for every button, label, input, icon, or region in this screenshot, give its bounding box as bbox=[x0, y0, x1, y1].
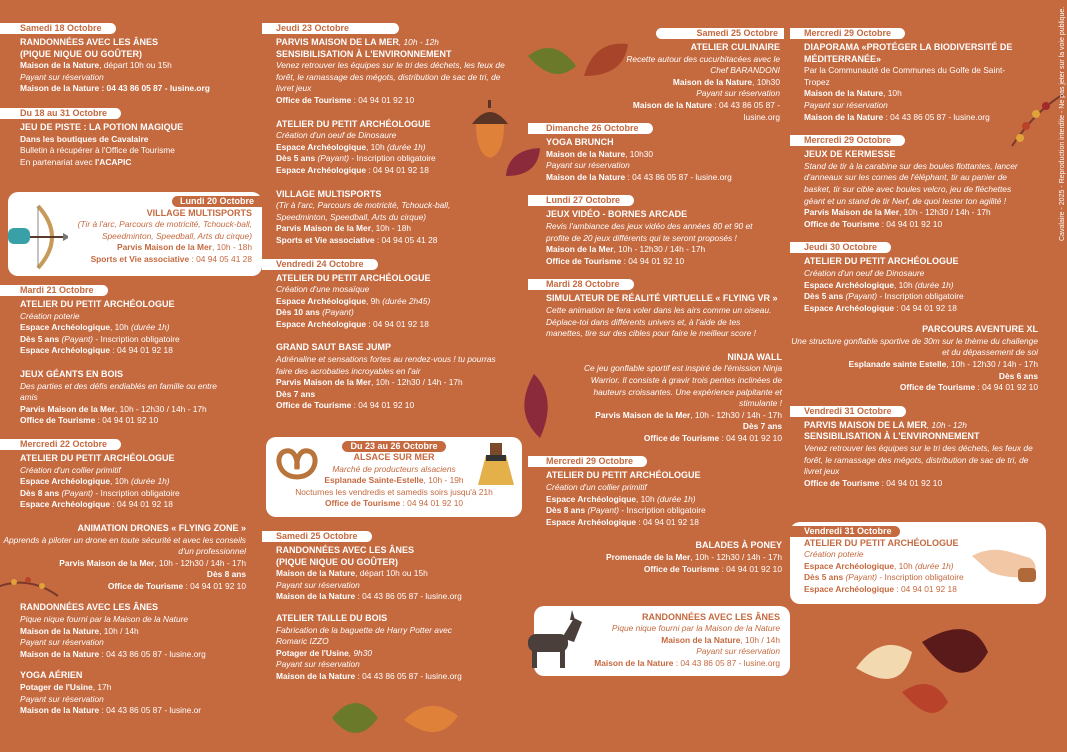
event-drones: ANIMATION DRONES « FLYING ZONE » Apprends à piloter un drone en toute sécurité et avec les conseils d'un professionnel Parvis Maison de la Mer, 10h - 12h30 / 14h - 17h Dès 8 ans Office de Tourisme : 04 94 01 92 10 bbox=[3, 522, 246, 591]
event-jeux-video: JEUX VIDÉO - BORNES ARCADE Revis l'ambiance des jeux vidéo des années 80 et 90 et profite de 20 jeux différents qui te seront proposés ! Maison de la Mer, 10h - 12h30 / 14h - 17h Office de Tourisme : 04 94 01 92 10 bbox=[546, 209, 753, 266]
event-ninja-wall: NINJA WALL Ce jeu gonflable sportif est inspiré de l'émission Ninja Warrior. Il consiste à gravir trois pentes inclinées de hauteurs croissantes. Une expérience palpitante et stimulante ! Parvis Maison de la Mer, 10h - 12h30 / 14h - 17h Dès 7 ans Office de Tourisme : 04 94 01 92 10 bbox=[583, 351, 782, 443]
leaves-top-icon bbox=[524, 36, 634, 106]
date-label: Samedi 18 Octobre bbox=[0, 23, 116, 34]
event-yoga-aerien: YOGA AÉRIEN Potager de l'Usine, 17h Payant sur réservation Maison de la Nature : 04 43 86 05 87 - lusine.or bbox=[20, 670, 202, 716]
event-diaporama: DIAPORAMA «PROTÉGER LA BIODIVERSITÉ DE MÉDITERRANÉE» Par la Communauté de Communes du Golfe de Saint-Tropez Maison de la Nature, 10h Payant sur réservation Maison de la Nature : 04 43 86 05 87 - lusine.org bbox=[804, 42, 1013, 122]
column-2-lower bbox=[262, 526, 522, 690]
date-label: Du 23 au 26 Octobre bbox=[342, 441, 445, 452]
event-archeologue-4: ATELIER DU PETIT ARCHÉOLOGUE Création d'un oeuf de Dinosaure Espace Archéologique, 10h (durée 1h) Dès 5 ans (Payant) - Inscription obligatoire Espace Archéologique : 04 94 01 92 18 bbox=[804, 256, 964, 313]
highlight-box-village-multisports: Lundi 20 Octobre VILLAGE MULTISPORTS (Tir à l'arc, Parcours de motricité, Tchouck-ball, Speedminton, Speedball, Arts du cirque) Parvis Maison de la Mer, 10h - 18h Sports et Vie associative : 04 94 05 41 28 bbox=[8, 192, 262, 276]
leaves-bottom-icon bbox=[852, 612, 992, 732]
date-label: Mardi 21 Octobre bbox=[0, 285, 108, 296]
event-subtitle: (PIQUE NIQUE OU GOÛTER) bbox=[20, 48, 143, 59]
event-archeologue-2: ATELIER DU PETIT ARCHÉOLOGUE Création d'un oeuf de Dinosaure Espace Archéologique, 10h (durée 1h) Dès 5 ans (Payant) - Inscription obligatoire Espace Archéologique : 04 94 01 92 18 bbox=[276, 118, 436, 175]
event-archeologue: ATELIER DU PETIT ARCHÉOLOGUE Création poterie Espace Archéologique, 10h (durée 1h) Dès 5 ans (Payant) - Inscription obligatoire Espace Archéologique : 04 94 01 92 18 bbox=[20, 299, 180, 356]
date-label: Lundi 20 Octobre bbox=[172, 196, 262, 207]
highlight-box-poterie: Vendredi 31 Octobre ATELIER DU PETIT ARCHÉOLOGUE Création poterie Espace Archéologique, 10h (durée 1h) Dès 5 ans (Payant) - Inscription obligatoire Espace Archéologique : 04 94 01 92 18 bbox=[790, 522, 1046, 604]
berries-branch-icon bbox=[0, 566, 60, 606]
event-randonnees-3: RANDONNÉES AVEC LES ÂNES (PIQUE NIQUE OU GOÛTER) Maison de la Nature, départ 10h ou 15h Payant sur réservation Maison de la Nature : 04 43 86 05 87 - lusine.org bbox=[276, 545, 462, 602]
date-label: Lundi 27 Octobre bbox=[528, 195, 634, 206]
event-taille-bois: ATELIER TAILLE DU BOIS Fabrication de la baguette de Harry Potter avec Romaric IZZO Potager de l'Usine, 9h30 Payant sur réservation Maison de la Nature : 04 43 86 05 87 - lusine.org bbox=[276, 612, 462, 681]
event-sensibilisation: PARVIS MAISON DE LA MER, 10h - 12h SENSIBILISATION À L'ENVIRONNEMENT Venez retrouver les équipes sur le tri des déchets, les feux de forêt, le ramassage des mégots, distribution de sac de tri, de livret jeux Office de Tourisme : 04 94 01 92 10 bbox=[276, 37, 505, 105]
date-label: Dimanche 26 Octobre bbox=[528, 123, 653, 134]
date-label: Jeudi 23 Octobre bbox=[262, 23, 399, 34]
column-3-middle bbox=[528, 118, 790, 582]
berries-branch-icon bbox=[1006, 90, 1066, 150]
event-village-multisports: VILLAGE MULTISPORTS (Tir à l'arc, Parcours de motricité, Tchouck-ball, Speedminton, Speedball, Arts du cirque) Parvis Maison de la Mer, 10h - 18h Sports et Vie associative : 04 94 05 41 28 bbox=[276, 188, 451, 245]
event-parcours-aventure: PARCOURS AVENTURE XL Une structure gonflable sportive de 30m sur le thème du challenge et du dépassement de soi Esplanade sainte Estelle, 10h - 12h30 / 14h - 17h Dès 6 ans Office de Tourisme : 04 94 01 92 10 bbox=[791, 324, 1038, 393]
event-flying-vr: SIMULATEUR DE RÉALITÉ VIRTUELLE « FLYING VR » Cette animation te fera voler dans les airs comme un oiseau. Déplace-toi dans différents univers et, à l'aide de tes manettes, tire sur des cibles pour faire le meilleur score ! bbox=[546, 293, 778, 339]
event-mosaique: ATELIER DU PETIT ARCHÉOLOGUE Création d'une mosaïque Espace Archéologique, 9h (durée 2h45) Dès 10 ans (Payant) Espace Archéologique : 04 94 01 92 18 bbox=[276, 272, 431, 329]
event-atelier-culinaire: ATELIER CULINAIRE Recette autour des cucurbitacées avec le Chef BARANDONI Maison de la Nature, 10h30 Payant sur réservation Maison de la Nature : 04 43 86 05 87 - lusine.org bbox=[626, 42, 780, 122]
credit-text: Cavalaire - 2025 - Reproduction interdite - Ne pas jeter sur la voie publique. bbox=[1059, 6, 1066, 241]
event-yoga-brunch: YOGA BRUNCH Maison de la Nature, 10h30 Payant sur réservation Maison de la Nature : 04 43 86 05 87 - lusine.org bbox=[546, 137, 732, 182]
event-base-jump: GRAND SAUT BASE JUMP Adrénaline et sensations fortes au rendez-vous ! tu pourras faire des acrobaties incroyables en l'air Parvis Maison de la Mer, 10h - 12h30 / 14h - 17h Dès 7 ans Office de Tourisme : 04 94 01 92 10 bbox=[276, 342, 496, 411]
column-2 bbox=[262, 0, 522, 419]
leaf-icon bbox=[504, 146, 544, 182]
leaf-purple-icon bbox=[510, 372, 560, 442]
date-label: Samedi 25 Octobre bbox=[262, 531, 372, 542]
date-label: Mercredi 29 Octobre bbox=[790, 28, 905, 39]
event-archeologue-3: ATELIER DU PETIT ARCHÉOLOGUE Création d'un collier primitif Espace Archéologique, 10h (durée 1h) Dès 8 ans (Payant) - Inscription obligatoire Espace Archéologique : 04 94 01 92 18 bbox=[546, 470, 706, 527]
date-label: Samedi 25 Octobre bbox=[656, 28, 784, 39]
event-title: VILLAGE MULTISPORTS bbox=[146, 208, 252, 218]
event-randonnees-2: RANDONNÉES AVEC LES ÂNES Pique nique fourni par la Maison de la Nature Maison de la Nature, 10h / 14h Payant sur réservation Maison de la Nature : 04 43 86 05 87 - lusine.org bbox=[20, 602, 206, 659]
date-label: Mercredi 29 Octobre bbox=[790, 135, 905, 146]
event-jeux-geants: JEUX GÉANTS EN BOIS Des parties et des défis endiablés en famille ou entre amis Parvis Maison de la Mer, 10h - 12h30 / 14h - 17h Office de Tourisme : 04 94 01 92 10 bbox=[20, 368, 217, 426]
date-label: Mercredi 29 Octobre bbox=[528, 456, 647, 467]
event-kermesse: JEUX DE KERMESSE Stand de tir à la carabine sur des boules flottantes, lancer d'anneaux sur les cornes de l'éléphant, tir au panier de basket, tir sur cible avec boules velcro, jeu de fléchettes géant et un stand de tir Nerf, de quoi tester ton agilité ! Parvis Maison de la Mer, 10h - 12h30 / 14h - 17h Office de Tourisme : 04 94 01 92 10 bbox=[804, 149, 1018, 229]
event-title: RANDONNÉES AVEC LES ÂNES bbox=[20, 37, 159, 47]
column-1 bbox=[0, 0, 258, 175]
leaves-bottom-2-icon bbox=[330, 688, 470, 748]
donkey-icon bbox=[518, 608, 588, 672]
event-balades-poney: BALADES À PONEY Promenade de la Mer, 10h - 12h30 / 14h - 17h Office de Tourisme : 04 94 01 92 10 bbox=[606, 540, 782, 574]
event-jeu-de-piste: JEU DE PISTE : LA POTION MAGIQUE Dans les boutiques de Cavalaire Bulletin à récupérer à l'Office de Tourisme En partenariat avec l'ACAPIC bbox=[20, 121, 184, 167]
highlight-box-alsace: Du 23 au 26 Octobre ALSACE SUR MER Marché de producteurs alsaciens Esplanade Sainte-Estelle, 10h - 19h Nocturnes les vendredis et samedis soirs jusqu'à 21h Office de Tourisme : 04 94 01 92 10 bbox=[266, 437, 522, 517]
event-sensibilisation-2: PARVIS MAISON DE LA MER, 10h - 12h SENSIBILISATION À L'ENVIRONNEMENT Venez retrouver les équipes sur le tri des déchets, les feux de forêt, le ramassage des mégots, distribution de sac de tri, de livret jeux Office de Tourisme : 04 94 01 92 10 bbox=[804, 419, 1033, 488]
date-label: Vendredi 24 Octobre bbox=[262, 259, 378, 270]
date-label: Mardi 28 Octobre bbox=[528, 279, 634, 290]
date-label: Mercredi 22 Octobre bbox=[0, 439, 121, 450]
date-label: Jeudi 30 Octobre bbox=[790, 242, 891, 253]
column-1-lower bbox=[0, 280, 258, 724]
bow-arrow-icon bbox=[8, 202, 68, 272]
date-label: Du 18 au 31 Octobre bbox=[0, 108, 121, 119]
column-4 bbox=[790, 0, 1040, 496]
highlight-box-randonnees-anes: RANDONNÉES AVEC LES ÂNES Pique nique fourni par la Maison de la Nature Maison de la Nature, 10h / 14h Payant sur réservation Maison de la Nature : 04 43 86 05 87 - lusine.org bbox=[534, 606, 790, 676]
date-label: Vendredi 31 Octobre bbox=[790, 406, 906, 417]
event-collier: ATELIER DU PETIT ARCHÉOLOGUE Création d'un collier primitif Espace Archéologique, 10h (durée 1h) Dès 8 ans (Payant) - Inscription obligatoire Espace Archéologique : 04 94 01 92 18 bbox=[20, 452, 180, 510]
date-label: Vendredi 31 Octobre bbox=[790, 526, 900, 537]
event-randonnees: RANDONNÉES AVEC LES ÂNES (PIQUE NIQUE OU GOÛTER) Maison de la Nature, départ 10h ou 15h Payant sur réservation Maison de la Nature : 04 43 86 05 87 - lusine.org bbox=[0, 37, 258, 95]
